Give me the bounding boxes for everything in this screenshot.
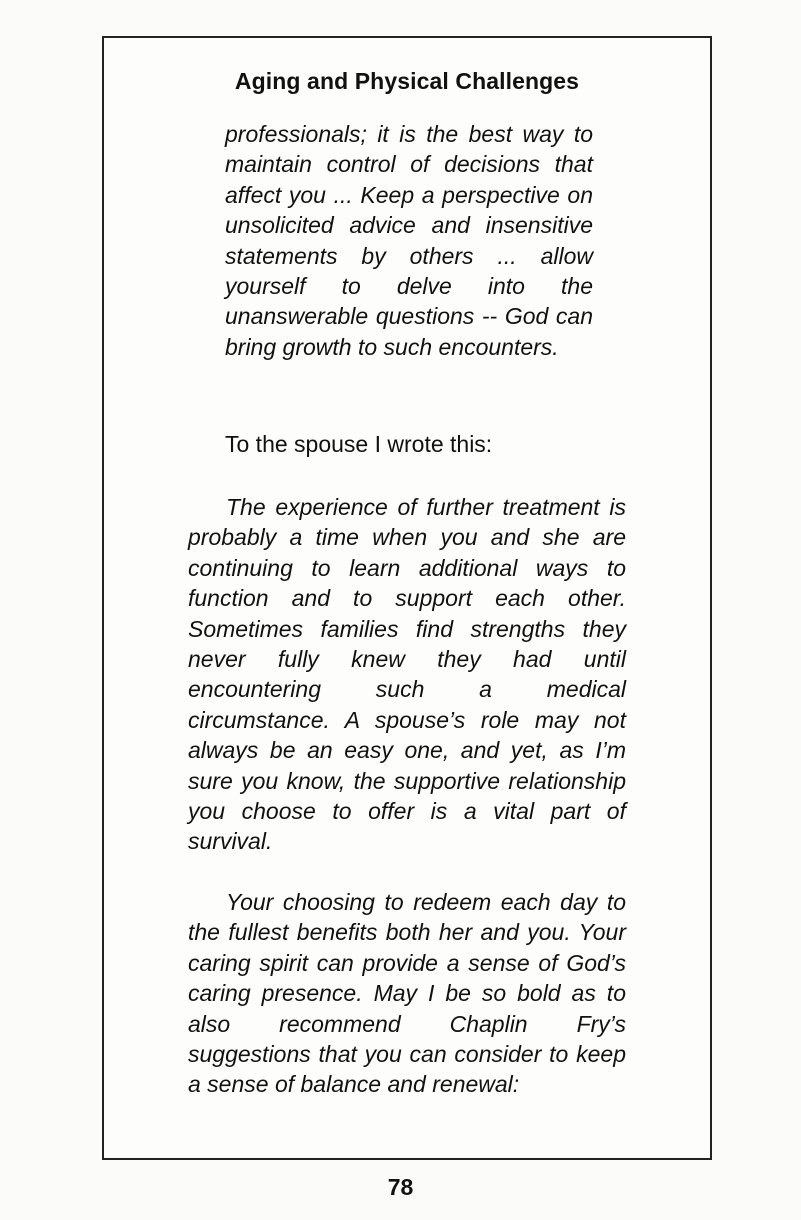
- running-head-title: Aging and Physical Challenges: [234, 68, 580, 94]
- quoted-paragraph-professionals: professionals; it is the best way to maintain control of decisions that affect you ... Keep a perspective on unsolicited advice and insensitive statements by others ... allow yourself to delve into the unanswerable questions -- God can bring growth to such encounters.: [225, 121, 593, 360]
- quoted-paragraph-redeem-each-day: Your choosing to redeem each day to the fullest benefits both her and you. Your caring spirit can provide a sense of God’s caring presence. May I be so bold as to also recommend Chaplin Fry’s suggestions that you can consider to keep a sense of balance and renewal:: [188, 889, 626, 1098]
- paragraph-to-the-spouse: To the spouse I wrote this:: [225, 431, 493, 457]
- quoted-paragraph-further-treatment: The experience of further treatment is probably a time when you and she are continuing to learn additional ways to function and to support each other. Sometimes families find strengths they never fully knew they had until encountering such a medical circumstance. A spouse’s role may not always be an easy one, and yet, as I’m sure you know, the supportive relationship you choose to offer is a vital part of survival.: [188, 494, 626, 855]
- page-number: 78: [387, 1174, 414, 1200]
- page-frame: [102, 36, 712, 1160]
